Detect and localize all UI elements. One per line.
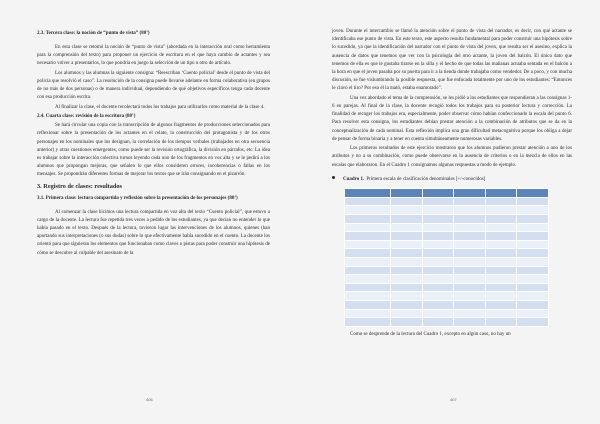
table-cell (391, 309, 423, 318)
table-cell (391, 188, 423, 197)
table-cell (422, 257, 454, 266)
table-cell (517, 197, 549, 206)
table-cell (517, 223, 549, 232)
table-cell (422, 206, 454, 215)
table-cell (517, 292, 549, 301)
table-cell (517, 232, 549, 241)
table-cell (345, 266, 391, 275)
page-number: 407 (450, 397, 457, 402)
table-cell (454, 223, 486, 232)
table-cell (422, 300, 454, 309)
table-cell (391, 257, 423, 266)
table-row (345, 275, 549, 284)
right-page (300, 0, 600, 424)
table-cell (517, 300, 549, 309)
table-cell (422, 275, 454, 284)
table-cell (454, 266, 486, 275)
table-row (345, 292, 549, 301)
table-row (345, 223, 549, 232)
table-cell (485, 275, 517, 284)
table-cell (485, 215, 517, 224)
table-cell (517, 188, 549, 197)
table-cell (345, 232, 391, 241)
table-cell (485, 266, 517, 275)
table-cell (345, 249, 391, 258)
table-cell (391, 223, 423, 232)
bullet-icon (332, 176, 335, 179)
table-cell (485, 223, 517, 232)
table-cell (391, 232, 423, 241)
table-cell (454, 300, 486, 309)
table-cell (345, 197, 391, 206)
heading-3-1: 3.1. Primera clase: lectura compartida y reflexión sobre la presentación de los personajes (80’) (37, 195, 238, 201)
table-cell (485, 283, 517, 292)
table-row (345, 309, 549, 318)
table-cell (454, 292, 486, 301)
table-cell (345, 215, 391, 224)
paragraph: Se hará circular una copia con la transcripción de algunos fragmentos de producciones seleccionados para reflexionar sobre la presentación de los actantes en el relato, la construcción del protagonista y de los otros personajes en los nominales que los designan, la correlación de los tiempos verbales (trabajados en otra secuencia anterior) y otras cuestiones emergentes, como puede ser la revisión ortográfica, la división en párrafos, etc. La idea es trabajar sobre la interacción colectiva turnos leyendo cada uno de los fragmentos en voz alta y se le pedirá a los alumnos que propongan mejoras, que señalen lo que ellos consideren errores, incoherencias o fallas en los mensajes. Se propondrán diferentes formas de mejorar los textos que se irán consignando en el pizarrón. (37, 123, 270, 178)
table-cell (345, 292, 391, 301)
table-cell (391, 318, 423, 327)
table-cell (517, 249, 549, 258)
table-cell (517, 240, 549, 249)
table-cell (422, 292, 454, 301)
table-cell (422, 266, 454, 275)
table-row (345, 257, 549, 266)
paragraph: Los primeros resultados de este ejercicio mostraron que los alumnos pudieron prestar atención a uno de los atributos y no a su combinación, como puede observarse en la ausencia de criterios o en la mezcla de ellos en las escalas que elaboraron. En el Cuadro 1 consignamos algunas respuestas a modo de ejemplo. (332, 146, 572, 168)
paragraph: Los alumnos y las alumnas la siguiente consigna: “Reescriban ‘Cuento policial’ desde el punto de vista del policía que resolvió el caso”. La resolución de la consigna puede llevarse adelante en forma colaborativa (en grupos de no más de dos personas) o de manera individual, dependiendo de qué objetivos específicos tenga cada docente con esa producción escrita. (37, 70, 270, 101)
table-cell (345, 206, 391, 215)
table-cell (485, 257, 517, 266)
table-cell (391, 249, 423, 258)
table-cell (422, 223, 454, 232)
classification-table-image (344, 188, 549, 325)
table-cell (345, 309, 391, 318)
table-cell (345, 188, 391, 197)
table-caption (332, 176, 572, 184)
table-cell (454, 215, 486, 224)
table-cell (391, 275, 423, 284)
table-cell (485, 249, 517, 258)
caption-text: Primera escala de clasificación denominales [+/-conocidos] (366, 176, 486, 182)
table-cell (517, 309, 549, 318)
table-header-row (345, 188, 549, 197)
table-cell (454, 283, 486, 292)
table-row (345, 215, 549, 224)
table-cell (454, 318, 486, 327)
table-cell (391, 266, 423, 275)
table-cell (422, 318, 454, 327)
table-cell (422, 215, 454, 224)
table-row (345, 318, 549, 327)
classification-table (344, 188, 549, 327)
heading-3: 3. Registro de clases: resultados (37, 182, 122, 190)
table-cell (485, 300, 517, 309)
table-row (345, 266, 549, 275)
table-cell (391, 300, 423, 309)
table-row (345, 232, 549, 241)
table-cell (485, 206, 517, 215)
table-cell (517, 283, 549, 292)
paragraph: Como se desprende de la lectura del Cuadro 1, excepto en algún caso, no hay un (350, 331, 511, 337)
table-cell (454, 188, 486, 197)
table-cell (422, 283, 454, 292)
paragraph: Al comenzar la clase hicimos una lectura compartida en voz alta del texto “Cuento policial”, que estuvo a cargo de la docente. La lectura fue repetida tres veces a pedido de los estudiantes, ya que decían no entender lo que había pasado en el texto. Después de la lectura, tuvieron lugar las intervenciones de los alumnos, quienes (han aportando sus interpretaciones (o sus dudas) sobre lo que efectivamente había sucedido en el cuento. La docente los orientó para que siguieran los elementos que funcionaban como claves o pistas para poder construir una hipótesis de cómo se descubre al culpable del asesinato de la (37, 209, 270, 256)
table-cell (485, 188, 517, 197)
table-row (345, 283, 549, 292)
table-cell (391, 206, 423, 215)
table-cell (391, 197, 423, 206)
right-text-column (332, 28, 572, 340)
table-cell (485, 318, 517, 327)
table-cell (454, 240, 486, 249)
left-text-column (37, 30, 270, 259)
table-cell (485, 309, 517, 318)
caption-label: Cuadro 1. (343, 176, 365, 182)
table-cell (517, 275, 549, 284)
table-cell (517, 206, 549, 215)
table-cell (391, 240, 423, 249)
table-cell (345, 223, 391, 232)
table-cell (517, 215, 549, 224)
table-cell (485, 197, 517, 206)
table-cell (422, 240, 454, 249)
table-cell (345, 318, 391, 327)
table-cell (517, 257, 549, 266)
table-cell (345, 283, 391, 292)
table-cell (345, 257, 391, 266)
table-cell (422, 197, 454, 206)
table-cell (345, 240, 391, 249)
table-cell (454, 309, 486, 318)
table-row (345, 240, 549, 249)
paragraph: joven. Durante el intercambio se llamó la atención sobre el punto de vista del narrador, es decir, con qué actante se identificaba ese punto de vista. En este texto, este aspecto resulta fundamental para poder construir una hipótesis sobre lo sucedido, ya que la identificación del narrador con el punto de vista del joven, que resulta ser el asesino, explica la ausencia de datos que tenemos que ver con la psicología del otro actante, la joven del balcón. El único dato que tenemos de ella es que le gustaba tirarse en la silla y el hecho de que todas las mañanas actuaba sentada en el balcón a la hora en que el joven pasaba por su puerta para ir a la tienda donde trabajaba como vendedor. De a poco, y con mucha discusión, se fue vislumbrando la posible respuesta, que fue enfocada totalmente por uno de los estudiantes: “Entonces le clavó el tiro? Por eso él la mató, estaba enamorado”. (332, 29, 572, 92)
paragraph: En esta clase se retomó la noción de “punto de vista” (abordada en la interacción oral como herramienta para la comprensión del texto) para proponer un ejercicio de escritura en el que haya cambio de actantes y sea necesario volver a presentarlos, lo que pondría en juego la selección de un tipo u otro de artículo. (37, 45, 270, 67)
paragraph: Al finalizar la clase, el docente recolectará todos los trabajos para utilizarlos como material de la clase 4. (55, 104, 265, 110)
table-cell (485, 240, 517, 249)
heading-2-3: 2.3. Tercera clase: la noción de “punto de vista” (80’) (37, 31, 150, 36)
table-cell (454, 249, 486, 258)
table-cell (422, 309, 454, 318)
table-cell (391, 283, 423, 292)
heading-2-4: 2.4. Cuarta clase: revisión de la escritura (80’) (37, 114, 136, 120)
table-cell (454, 275, 486, 284)
table-row (345, 197, 549, 206)
table-cell (345, 275, 391, 284)
table-cell (454, 206, 486, 215)
table-cell (485, 292, 517, 301)
table-row (345, 249, 549, 258)
table-cell (517, 266, 549, 275)
table-row (345, 206, 549, 215)
table-cell (454, 257, 486, 266)
table-cell (422, 232, 454, 241)
table-cell (485, 232, 517, 241)
table-cell (422, 249, 454, 258)
table-cell (517, 318, 549, 327)
table-cell (345, 300, 391, 309)
paragraph: Una vez abordado el tema de la comprensión, se les pidió a los estudiantes que respondieran a las consignas 1-6 en parejas. Al final de la clase, la docente recogió todos los trabajos para su posterior lectura y corrección. La finalidad de recoger los trabajos era, especialmente, poder observar cómo habían confeccionado la escala del punto 6. Para resolver esta consigna, los estudiantes debían prestar atención a la combinación de atributos que se da en la conceptualización de cada nominal. Esta reflexión implica una gran dificultad metacognitiva porque los obliga a dejar de pensar de forma binaria y a tener en cuenta simultáneamente numerosas variables. (332, 95, 572, 142)
table-cell (391, 292, 423, 301)
table-cell (454, 197, 486, 206)
table-cell (422, 188, 454, 197)
table-cell (391, 215, 423, 224)
table-row (345, 300, 549, 309)
page-number: 406 (146, 397, 153, 402)
table-cell (454, 232, 486, 241)
